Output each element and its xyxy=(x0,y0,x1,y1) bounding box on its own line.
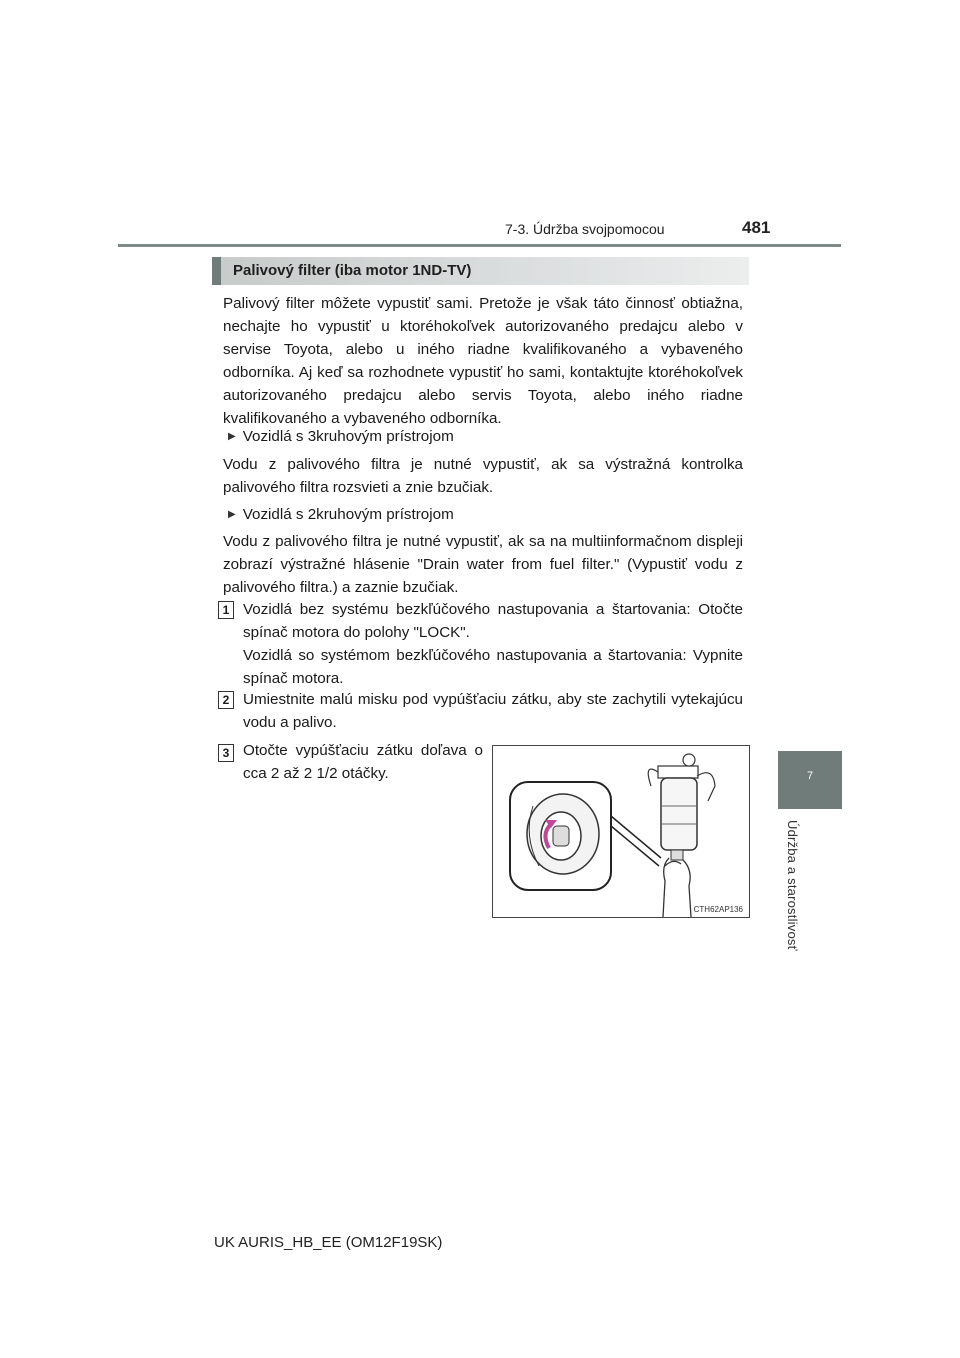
fuel-filter-drawing xyxy=(493,746,749,917)
step-text-2 xyxy=(243,688,743,734)
chapter-tab xyxy=(778,751,842,809)
triangle-bullet-icon: ▶ xyxy=(228,431,236,442)
section-label: 7-3. Údržba svojpomocou xyxy=(505,221,665,237)
header-divider xyxy=(118,244,841,247)
step-2-line-1: Umiestnite malú misku pod vypúšťaciu zátku, aby ste zachytili vytekajúcu vodu a palivo. xyxy=(243,691,743,731)
step-number-1: 1 xyxy=(218,601,234,619)
section-title: Palivový filter (iba motor 1ND-TV) xyxy=(233,262,472,279)
step-text-3 xyxy=(243,739,483,785)
footer-model-code: UK AURIS_HB_EE (OM12F19SK) xyxy=(214,1234,443,1251)
variant-text-2: Vodu z palivového filtra je nutné vypustiť, ak sa na multiinformačnom displeji zobrazí výstražné hlásenie "Drain water from fuel filter." (Vypustiť vodu z palivového filtra.) a zaznie bzučiak. xyxy=(223,533,743,596)
chapter-number: 7 xyxy=(806,770,814,782)
step-3-line-1: Otočte vypúšťaciu zátku doľava o cca 2 až 2 1/2 otáčky. xyxy=(243,742,483,782)
chapter-title: Údržba a starostlivosť xyxy=(785,820,800,951)
step-number-3: 3 xyxy=(218,744,234,762)
variant-heading-text: Vozidlá s 2kruhovým prístrojom xyxy=(242,506,454,523)
step-1-line-1: Vozidlá bez systému bezkľúčového nastupovania a štartovania: Otočte spínač motora do polohy "LOCK". xyxy=(243,601,743,641)
section-title-bar xyxy=(212,257,749,285)
fuel-filter-illustration xyxy=(492,745,750,918)
step-1-line-2: Vozidlá so systémom bezkľúčového nastupovania a štartovania: Vypnite spínač motora. xyxy=(243,647,743,687)
variant-heading-2 xyxy=(228,503,454,526)
page-number: 481 xyxy=(742,218,771,237)
step-number-2: 2 xyxy=(218,691,234,709)
variant-heading-text: Vozidlá s 3kruhovým prístrojom xyxy=(242,428,454,445)
figure-code: CTH62AP136 xyxy=(693,905,743,914)
intro-paragraph: Palivový filter môžete vypustiť sami. Pretože je však táto činnosť obtiažna, nechajte ho vypustiť u ktoréhokoľvek autorizovaného predajcu alebo v servise Toyota, alebo u iného riadne kvalifikovaného a vybaveného odborníka. Aj keď sa rozhodnete vypustiť ho sami, kontaktujte ktoréhokoľvek autorizovaného predajcu alebo servis Toyota, alebo iného riadne kvalifikovaného a vybaveného odborníka. xyxy=(223,295,743,427)
variant-text-1: Vodu z palivového filtra je nutné vypustiť, ak sa výstražná kontrolka palivového filtra rozsvieti a znie bzučiak. xyxy=(223,456,743,496)
step-text-1 xyxy=(243,598,743,690)
triangle-bullet-icon: ▶ xyxy=(228,509,236,520)
variant-heading-1 xyxy=(228,425,454,448)
